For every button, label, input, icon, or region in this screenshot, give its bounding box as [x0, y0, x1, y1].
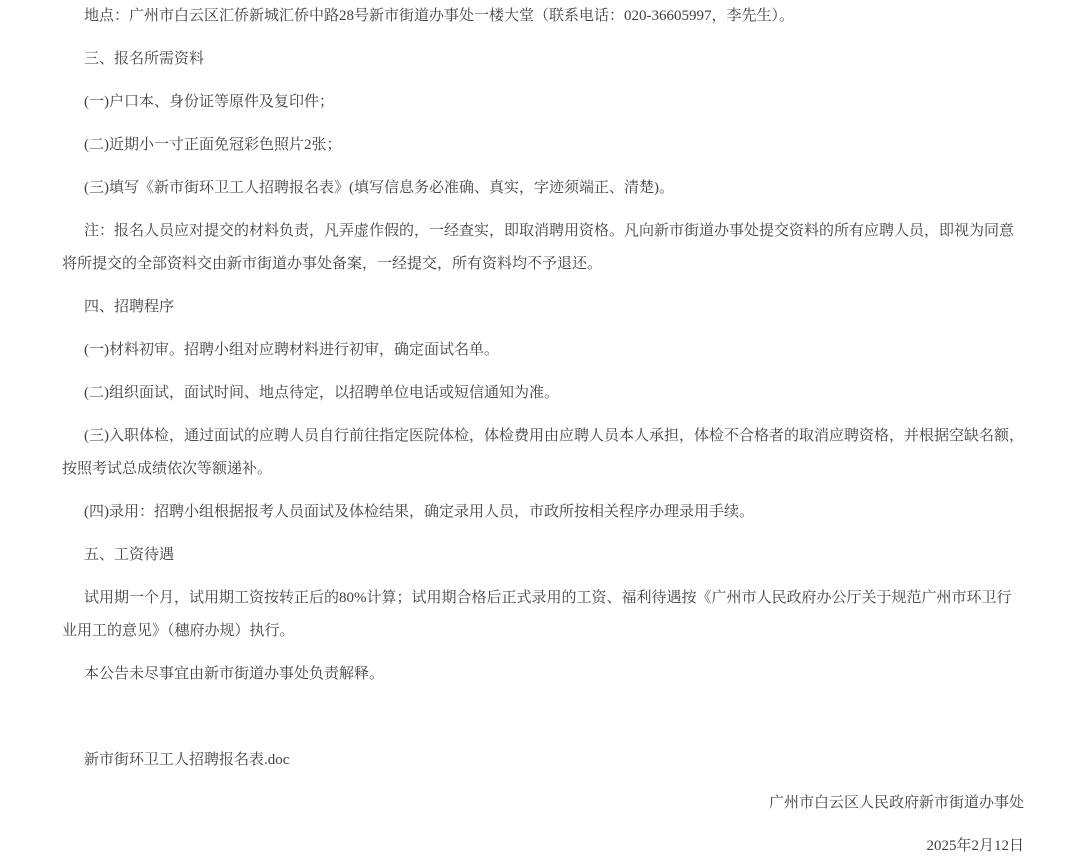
step-one-material-review: (一)材料初审。招聘小组对应聘材料进行初审，确定面试名单。: [84, 342, 499, 358]
note-material-responsibility: 注：报名人员应对提交的材料负责，凡弄虚作假的，一经查实，即取消聘用资格。凡向新市街道办事处提交资料的所有应聘人员，即视为同意将所提交的全部资料交由新市街道办事处备案，一经提交，所有资料均不予退还。: [62, 223, 1015, 272]
paragraph-salary-details: 试用期一个月，试用期工资按转正后的80%计算；试用期合格后正式录用的工资、福利待遇按《广州市人民政府办公厅关于规范广州市环卫行业用工的意见》（穗府办规）执行。: [62, 590, 1012, 639]
heading-section-three-required-materials: 三、报名所需资料: [84, 51, 205, 67]
paragraph-application-location: 地点：广州市白云区汇侨新城汇侨中路28号新市街道办事处一楼大堂（联系电话：020-36605997，李先生）。: [84, 8, 794, 24]
step-three-physical-exam: (三)入职体检，通过面试的应聘人员自行前往指定医院体检，体检费用由应聘人员本人承担，体检不合格者的取消应聘资格，并根据空缺名额，按照考试总成绩依次等额递补。: [62, 428, 1024, 477]
item-one-household-id-documents: (一)户口本、身份证等原件及复印件；: [84, 94, 334, 110]
paragraph-interpretation-right: 本公告未尽事宜由新市街道办事处负责解释。: [84, 666, 385, 682]
item-two-photos: (二)近期小一寸正面免冠彩色照片2张；: [84, 137, 342, 153]
attachment-doc-link[interactable]: 新市街环卫工人招聘报名表.doc: [84, 752, 290, 768]
step-two-interview: (二)组织面试，面试时间、地点待定，以招聘单位电话或短信通知为准。: [84, 385, 559, 401]
step-four-hiring: (四)录用：招聘小组根据报考人员面试及体检结果，确定录用人员，市政所按相关程序办理录用手续。: [84, 504, 754, 520]
signature-date: 2025年2月12日: [926, 838, 1024, 854]
item-three-application-form: (三)填写《新市街环卫工人招聘报名表》(填写信息务必准确、真实，字迹须端正、清楚)。: [84, 180, 674, 196]
blank-line: [62, 701, 1024, 734]
heading-section-five-salary: 五、工资待遇: [84, 547, 175, 563]
heading-section-four-recruitment-procedure: 四、招聘程序: [84, 299, 175, 315]
signature-organization: 广州市白云区人民政府新市街道办事处: [768, 795, 1024, 811]
